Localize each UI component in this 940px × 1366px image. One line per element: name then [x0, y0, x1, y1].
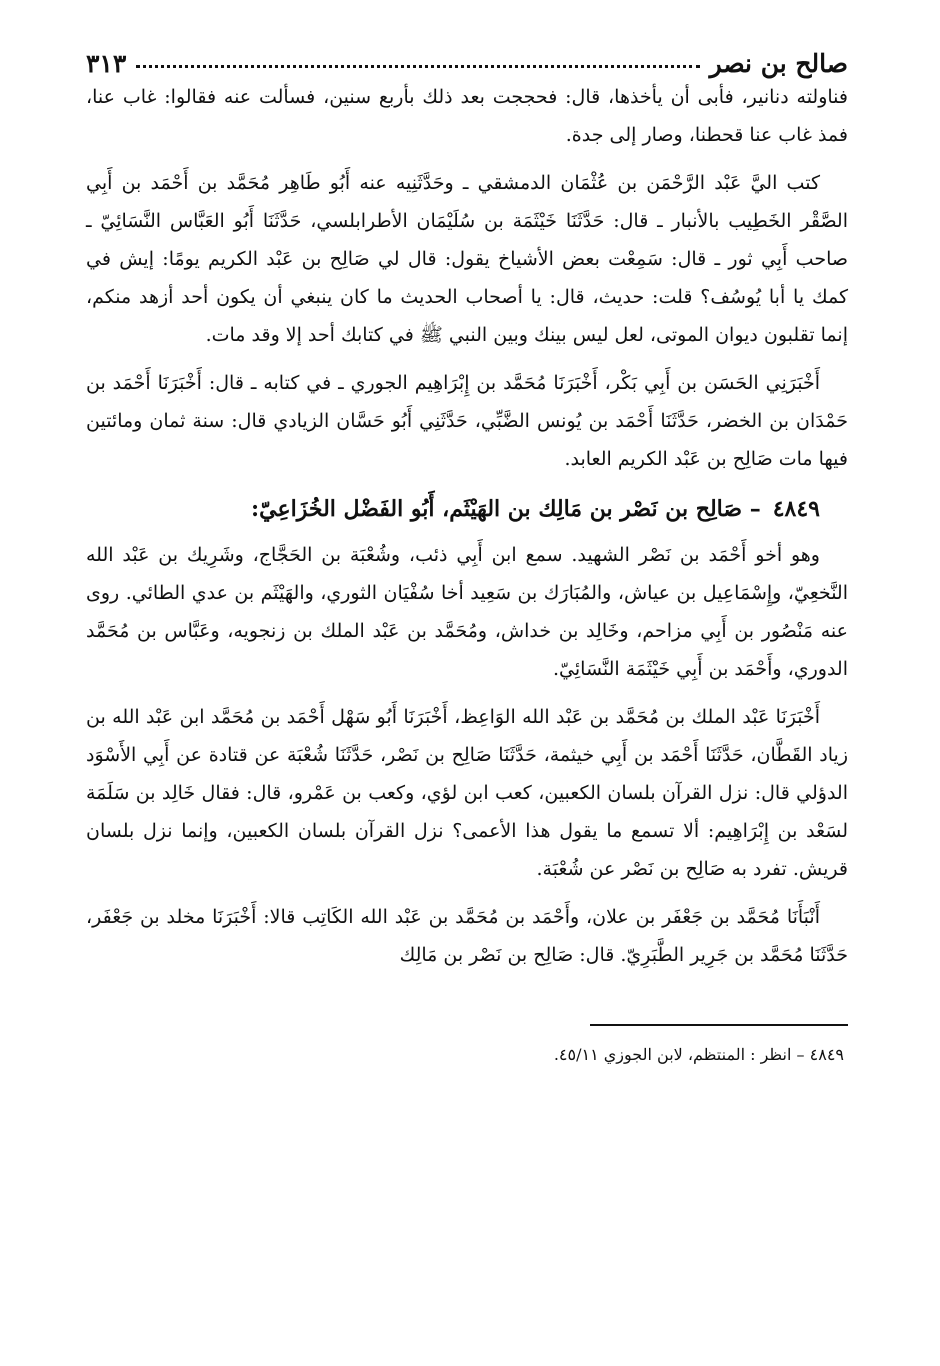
footnote: ٤٨٤٩ – انظر : المنتظم، لابن الجوزي ٤٥/١١.: [553, 1045, 844, 1064]
book-page: [86, 28, 848, 1084]
entry-title: – صَالِح بن نَصْر بن مَالِك بن الهَيْثَم، أَبُو الفَضْل الخُزَاعِيّ:: [251, 496, 761, 522]
entry-heading: [86, 490, 848, 528]
paragraph-4: وهو أخو أَحْمَد بن نَصْر الشهيد. سمع ابن أَبِي ذئب، وشُعْبَة بن الحَجَّاج، وشَرِيك بن عَبْد الله النَّخعِيّ، وإِسْمَاعِيل بن عياش، والمُبَارَك بن سَعِيد أخا سُفْيَان الثوري، والهَيْثَم بن عدي الطائي. روى عنه مَنْصُور بن أَبِي مزاحم، وخَالِد بن خداش، ومُحَمَّد بن عَبْد الملك بن زنجويه، وعَبَّاس بن مُحَمَّد الدوري، وأَحْمَد بن أَبِي خَيْثَمَة النَّسَائِيّ.: [86, 544, 848, 680]
header-dot-leader: [136, 65, 699, 68]
footnote-divider: [590, 1024, 848, 1026]
paragraph-3: أَخْبَرَنِي الحَسَن بن أَبِي بَكْر، أَخْبَرَنَا مُحَمَّد بن إِبْرَاهِيم الجوري ـ في كتابه ـ قال: أَخْبَرَنَا أَحْمَد بن حَمْدَان بن الخضر، حَدَّثَنَا أَحْمَد بن يُونس الضَّبِّي، حَدَّثَنِي أَبُو حَسَّان الزيادي قال: سنة ثمان ومائتين فيها مات صَالِح بن عَبْد الكريم العابد.: [86, 372, 848, 470]
page-number: ٣١٣: [86, 49, 127, 78]
paragraph-5: أَخْبَرَنَا عَبْد الملك بن مُحَمَّد بن عَبْد الله الوَاعِظ، أَخْبَرَنَا أَبُو سَهْل أَحْمَد بن مُحَمَّد ابن عَبْد الله بن زياد القَطَّان، حَدَّثَنَا أَحْمَد بن أَبِي خيثمة، حَدَّثَنَا صَالِح بن نَصْر، حَدَّثَنَا شُعْبَة عن قتادة عن أَبِي الأَسْوَد الدؤلي قال: نزل القرآن بلسان الكعبين، كعب ابن لؤي، وكعب بن عَمْرو، قال: فقال خَالِد بن سَلَمَة لسَعْد بن إِبْرَاهِيم: ألا تسمع ما يقول هذا الأعمى؟ نزل القرآن بلسان الكعبين، وإنما نزل بلسان قريش. تفرد به صَالِح بن نَصْر عن شُعْبَة.: [86, 706, 848, 880]
paragraph-2: كتب اليَّ عَبْد الرَّحْمَن بن عُثْمَان الدمشقي ـ وحَدَّثَنِيه عنه أَبُو طَاهِر مُحَمَّد بن أَحْمَد بن أَبِي الصَّقْر الخَطِيب بالأنبار ـ قال: حَدَّثَنَا خَيْثَمَة بن سُلَيْمَان الأطرابلسي، حَدَّثَنَا أَبُو العَبَّاس النَّسَائِيّ ـ صاحب أَبِي ثور ـ قال: سَمِعْت بعض الأشياخ يقول: قال لي صَالِح بن عَبْد الكريم يومًا: إيش في كمك يا أبا يُوسُف؟ قلت: حديث، قال: يا أصحاب الحديث ما كان ينبغي أن يكون أحد أزهد منكم، إنما تقلبون ديوان الموتى، لعل ليس بينك وبين النبي ﷺ في كتابك أحد إلا وقد مات.: [86, 172, 848, 346]
paragraph-1: فناولته دنانير، فأبى أن يأخذها، قال: فحججت بعد ذلك بأربع سنين، فسألت عنه فقالوا: غاب عنا، فمذ غاب عنا قحطنا، وصار إلى جدة.: [86, 86, 848, 146]
running-header: [86, 28, 848, 78]
entry-number: ٤٨٤٩: [772, 496, 820, 522]
paragraph-6: أَنْبَأَنَا مُحَمَّد بن جَعْفَر بن علان، وأَحْمَد بن مُحَمَّد بن عَبْد الله الكَاتِب قالا: أَخْبَرَنَا مخلد بن جَعْفَر، حَدَّثَنَا مُحَمَّد بن جَرِير الطَّبَرِيّ. قال: صَالِح بن نَصْر بن مَالِك: [86, 906, 848, 966]
header-title: صالح بن نصر: [709, 49, 848, 78]
